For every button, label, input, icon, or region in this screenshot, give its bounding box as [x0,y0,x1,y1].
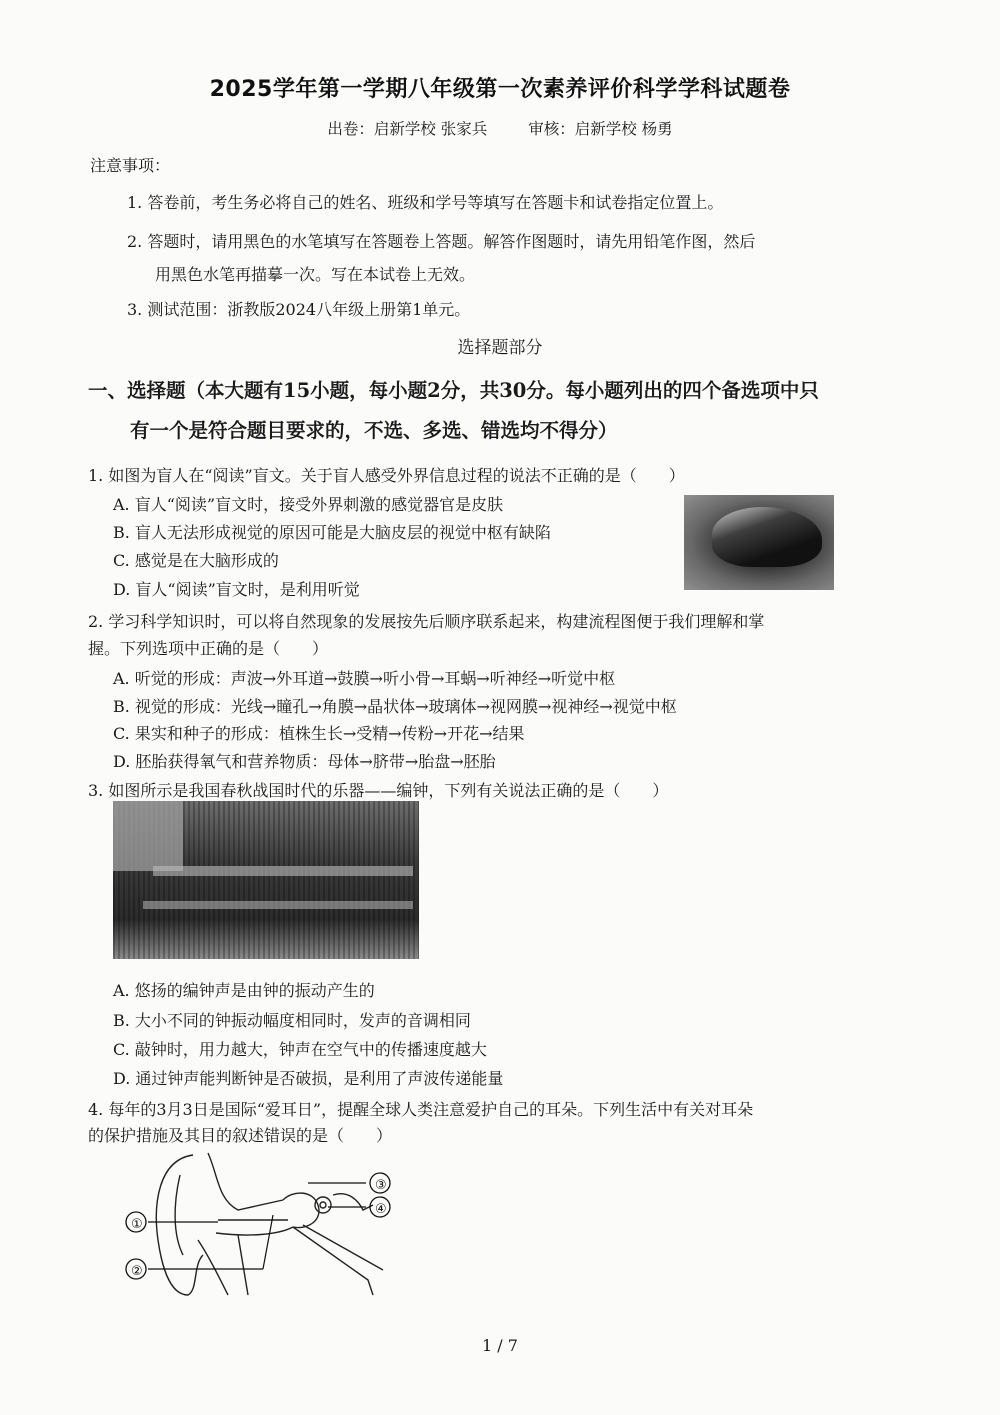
ear-diagram [118,1145,408,1305]
question-3-option-d: D. 通过钟声能判断钟是否破损，是利用了声波传递能量 [113,1069,504,1088]
notice-item-continued: 用黑色水笔再描摹一次。写在本试卷上无效。 [155,265,476,284]
notice-item: 1. 答卷前，考生务必将自己的姓名、班级和学号等填写在答题卡和试卷指定位置上。 [127,193,724,212]
question-4-stem-continued: 的保护措施及其目的叙述错误的是（ ） [88,1126,393,1145]
question-2-stem: 2. 学习科学知识时，可以将自然现象的发展按先后顺序联系起来，构建流程图便于我们理解和掌 [88,612,765,631]
question-3-option-b: B. 大小不同的钟振动幅度相同时，发声的音调相同 [113,1011,471,1030]
question-1-option-d: D. 盲人“阅读”盲文时，是利用听觉 [113,580,360,599]
question-1-stem: 1. 如图为盲人在“阅读”盲文。关于盲人感受外界信息过程的说法不正确的是（ ） [88,466,685,485]
label-2: ② [131,1264,143,1279]
authors-line [0,117,1000,139]
question-2-option-d: D. 胚胎获得氧气和营养物质：母体→脐带→胎盘→胚胎 [113,752,496,771]
question-3-stem: 3. 如图所示是我国春秋战国时代的乐器——编钟，下列有关说法正确的是（ ） [88,781,669,800]
notice-heading: 注意事项： [90,156,171,175]
section-title: 选择题部分 [457,338,543,358]
question-2-option-a: A. 听觉的形成：声波→外耳道→鼓膜→听小骨→耳蜗→听神经→听觉中枢 [113,669,616,688]
label-3: ③ [375,1178,387,1193]
question-2-stem-continued: 握。下列选项中正确的是（ ） [88,639,329,658]
notice-item: 2. 答题时，请用黑色的水笔填写在答题卷上答题。解答作图题时，请先用铅笔作图，然后 [127,232,756,251]
chime-bells-photo [113,801,419,959]
question-2-option-b: B. 视觉的形成：光线→瞳孔→角膜→晶状体→玻璃体→视网膜→视神经→视觉中枢 [113,697,677,716]
question-2-option-c: C. 果实和种子的形成：植株生长→受精→传粉→开花→结果 [113,724,525,743]
question-3-option-a: A. 悠扬的编钟声是由钟的振动产生的 [113,981,375,1000]
question-4-stem: 4. 每年的3月3日是国际“爱耳日”，提醒全球人类注意爱护自己的耳朵。下列生活中有关对耳朵 [88,1100,754,1119]
question-1-option-a: A. 盲人“阅读”盲文时，接受外界刺激的感觉器官是皮肤 [113,495,504,514]
question-3-option-c: C. 敲钟时，用力越大，钟声在空气中的传播速度越大 [113,1040,487,1059]
label-1: ① [131,1217,143,1232]
section-instructions: 一、选择题（本大题有15小题，每小题2分，共30分。每小题列出的四个备选项中只 [88,379,819,402]
question-1-option-c: C. 感觉是在大脑形成的 [113,551,279,570]
section-instructions-continued: 有一个是符合题目要求的，不选、多选、错选均不得分） [130,419,618,442]
exam-title: 2025学年第一学期八年级第一次素养评价科学学科试题卷 [209,77,791,102]
page-number: 1 / 7 [482,1336,518,1355]
author: 出卷：启新学校 张家兵 [327,120,488,138]
braille-reading-photo [684,495,834,590]
label-4: ④ [375,1202,387,1217]
reviewer: 审核：启新学校 杨勇 [528,120,673,138]
question-1-option-b: B. 盲人无法形成视觉的原因可能是大脑皮层的视觉中枢有缺陷 [113,523,551,542]
notice-item: 3. 测试范围：浙教版2024八年级上册第1单元。 [127,300,471,319]
